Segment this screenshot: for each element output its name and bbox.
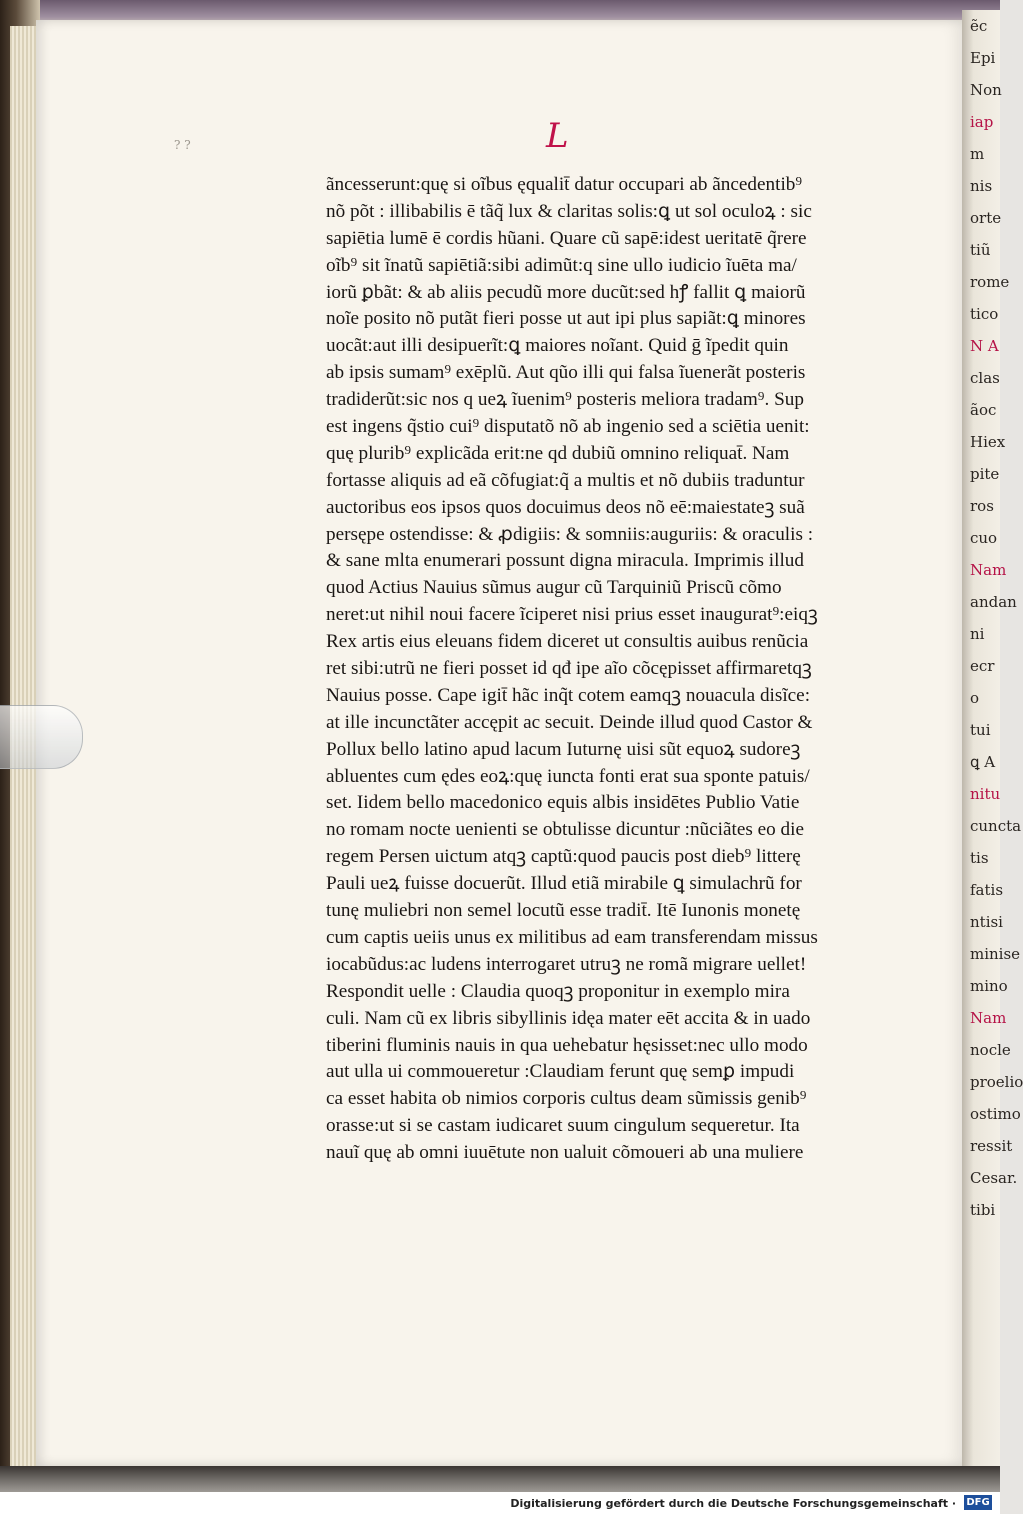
text-line: abluentes cum ędes eoꝝ:quę iuncta fonti erat sua sponte patuis/ bbox=[326, 765, 810, 787]
facing-text-fragment: ntisi bbox=[970, 913, 1003, 931]
facing-text-fragment: Nam bbox=[970, 561, 1007, 579]
facing-text-fragment: nocle bbox=[970, 1041, 1011, 1059]
facing-text-fragment: ꝗ A bbox=[970, 753, 996, 771]
facing-text-fragment: ostimo bbox=[970, 1105, 1021, 1123]
text-line: oĩb⁹ sit ĩnatũ sapiētiã:sibi adimũt:q sine ullo iudicio ĩuēta ma/ bbox=[326, 254, 797, 276]
facing-text-fragment: cuncta bbox=[970, 817, 1022, 835]
text-line: ãncesserunt:quę si oĩbus ęqualit̄ datur occupari ab ãncedentib⁹ bbox=[326, 174, 803, 195]
pencil-note: ? ? bbox=[174, 138, 191, 152]
text-line: sapiētia lumē ē cordis hũani. Quare cũ sapē:idest ueritatē q̃rere bbox=[326, 227, 807, 249]
facing-text-fragment: iap bbox=[970, 113, 994, 131]
text-line: tradiderũt:sic nos q ueꝝ ĩuenim⁹ posteris meliora tradam⁹. Sup bbox=[326, 389, 804, 411]
text-line: Rex artis eius eleuans fidem diceret ut consultis auibus renũcia bbox=[326, 631, 809, 653]
text-line: cum captis ueiis unus ex militibus ad eam transferendam missus bbox=[326, 926, 818, 948]
dfg-logo: DFG bbox=[964, 1495, 992, 1510]
facing-text-fragment: tibi bbox=[970, 1201, 996, 1219]
facing-text-fragment: mino bbox=[970, 977, 1008, 995]
facing-text-fragment: rome bbox=[970, 273, 1010, 291]
text-line: tiberini fluminis nauis in qua uehebatur hęsisset:nec ullo modo bbox=[326, 1034, 808, 1056]
facing-text-fragment: minise bbox=[970, 945, 1021, 963]
facing-text-fragment: tiũ bbox=[970, 241, 991, 259]
facing-text-fragment: tis bbox=[970, 849, 989, 867]
facing-text-fragment: ressit bbox=[970, 1137, 1013, 1155]
footer-credit: Digitalisierung gefördert durch die Deutsche Forschungsgemeinschaft · bbox=[510, 1497, 956, 1510]
page-text-block bbox=[326, 172, 886, 1167]
facing-text-fragment: nitu bbox=[970, 785, 1001, 803]
facing-text-fragment: ẽc bbox=[970, 17, 988, 35]
facing-text-fragment: ros bbox=[970, 497, 994, 515]
text-line: ab ipsis sumam⁹ exēplũ. Aut qũo illi qui falsa ĩuenerãt posteris bbox=[326, 362, 806, 384]
facing-text-fragment: orte bbox=[970, 209, 1002, 227]
text-line: iocabũdus:ac ludens interrogaret utruꝫ ne romã migrare uellet! bbox=[326, 953, 807, 975]
facing-text-fragment: fatis bbox=[970, 881, 1004, 899]
facing-text-fragment: clas bbox=[970, 369, 1000, 387]
facing-text-fragment: Hiex bbox=[970, 433, 1006, 451]
text-line: no romam nocte uenienti se obtulisse dicuntur :nũciãtes eo die bbox=[326, 819, 804, 841]
footer-bar bbox=[0, 1492, 1000, 1514]
text-line: nõ põt : illibabilis ē tãq̃ lux & claritas solis:ꝗ ut sol oculoꝝ : sic bbox=[326, 200, 812, 222]
text-line: quę plurib⁹ explicãda erit:ne qd dubiũ omnino reliquat̄. Nam bbox=[326, 442, 790, 464]
facing-text-fragment: ni bbox=[970, 625, 985, 643]
text-line: Nauius posse. Cape igit̄ hãc inq̃t cotem eamqꝫ nouacula disĩce: bbox=[326, 684, 811, 706]
facing-text-fragment: tui bbox=[970, 721, 991, 739]
facing-text-fragment: andan bbox=[970, 593, 1017, 611]
chapter-mark: L bbox=[546, 116, 569, 156]
facing-text-fragment: Epi bbox=[970, 49, 996, 67]
text-line: & sane mlta enumerari possunt digna miracula. Imprimis illud bbox=[326, 550, 804, 572]
text-line: est ingens q̃stio cui⁹ disputatõ nõ ab ingenio sed a sciētia uenit: bbox=[326, 416, 810, 438]
text-line: Respondit uelle : Claudia quoqꝫ proponitur in exemplo mira bbox=[326, 980, 790, 1002]
text-line: set. Iidem bello macedonico equis albis insidētes Publio Vatie bbox=[326, 792, 800, 814]
text-line: persępe ostendisse: & ꝓdigiis: & somniis:auguriis: & oraculis : bbox=[326, 523, 814, 545]
facing-text-fragment: proelio bbox=[970, 1073, 1023, 1091]
facing-text-fragment: cuo bbox=[970, 529, 998, 547]
facing-text-fragment: m bbox=[970, 145, 985, 163]
text-line: uocãt:aut illi desipuerĩt:ꝗ maiores noĩant. Quid ḡ ĩpedit quin bbox=[326, 335, 789, 357]
text-line: aut ulla ui commoueretur :Claudiam ferunt quę semꝑ impudi bbox=[326, 1061, 795, 1083]
text-line: regem Persen uictum atqꝫ captũ:quod paucis post dieb⁹ litterę bbox=[326, 846, 801, 868]
text-line: iorũ ꝑbãt: & ab aliis pecudũ more ducũt:sed hꝭ fallit ꝗ maiorũ bbox=[326, 281, 806, 303]
facing-text-fragment: o bbox=[970, 689, 980, 707]
text-line: Pauli ueꝝ fuisse docuerũt. Illud etiã mirabile ꝗ simulachrũ for bbox=[326, 873, 802, 895]
facing-text-fragment: tico bbox=[970, 305, 999, 323]
facing-text-fragment: ecr bbox=[970, 657, 995, 675]
facing-text-fragment: N A bbox=[970, 337, 999, 355]
book-bottom-edge bbox=[0, 1466, 1000, 1492]
text-line: noĩe posito nõ putãt fieri posse ut aut ipi plus sapiãt:ꝗ minores bbox=[326, 308, 806, 330]
facing-text-fragment: Non bbox=[970, 81, 1002, 99]
text-line: quod Actius Nauius sũmus augur cũ Tarquiniũ Priscũ cõmo bbox=[326, 577, 782, 599]
text-line: tunę muliebri non semel locutũ esse tradit̄. Itē Iunonis monetę bbox=[326, 900, 801, 922]
facing-text-fragment: Nam bbox=[970, 1009, 1007, 1027]
text-line: at ille incunctãter accępit ac secuit. Deinde illud quod Castor & bbox=[326, 711, 813, 733]
facing-text-fragment: Cesar. bbox=[970, 1169, 1018, 1187]
facing-text-fragment: ãoc bbox=[970, 401, 997, 419]
text-line: nauĩ quę ab omni iuuētute non ualuit cõmoueri ab una muliere bbox=[326, 1142, 804, 1164]
text-line: fortasse aliquis ad eã cõfugiat:q̃ a multis et nõ dubiis traduntur bbox=[326, 469, 805, 491]
text-line: neret:ut nihil noui facere ĩciperet nisi prius esset inaugurat⁹:eiqꝫ bbox=[326, 604, 818, 626]
text-line: auctoribus eos ipsos quos docuimus deos nõ eē:maiestateꝫ suã bbox=[326, 496, 805, 518]
facing-text-fragment: pite bbox=[970, 465, 1000, 483]
page-clip-icon bbox=[0, 705, 83, 769]
facing-page-edge bbox=[962, 10, 1023, 1466]
facing-text-fragment: nis bbox=[970, 177, 993, 195]
text-line: orasse:ut si se castam iudicaret suum cingulum sequeretur. Ita bbox=[326, 1115, 800, 1137]
text-line: ca esset habita ob nimios corporis cultus deam sũmissis genib⁹ bbox=[326, 1088, 807, 1110]
text-line: ret sibi:utrũ ne fieri posset id qđ ipe aĩo cõcępisset affirmaretqꝫ bbox=[326, 658, 812, 680]
text-line: Pollux bello latino apud lacum Iuturnę uisi sũt equoꝝ sudoreꝫ bbox=[326, 738, 801, 760]
text-line: culi. Nam cũ ex libris sibyllinis idęa mater eēt accita & in uado bbox=[326, 1007, 811, 1029]
